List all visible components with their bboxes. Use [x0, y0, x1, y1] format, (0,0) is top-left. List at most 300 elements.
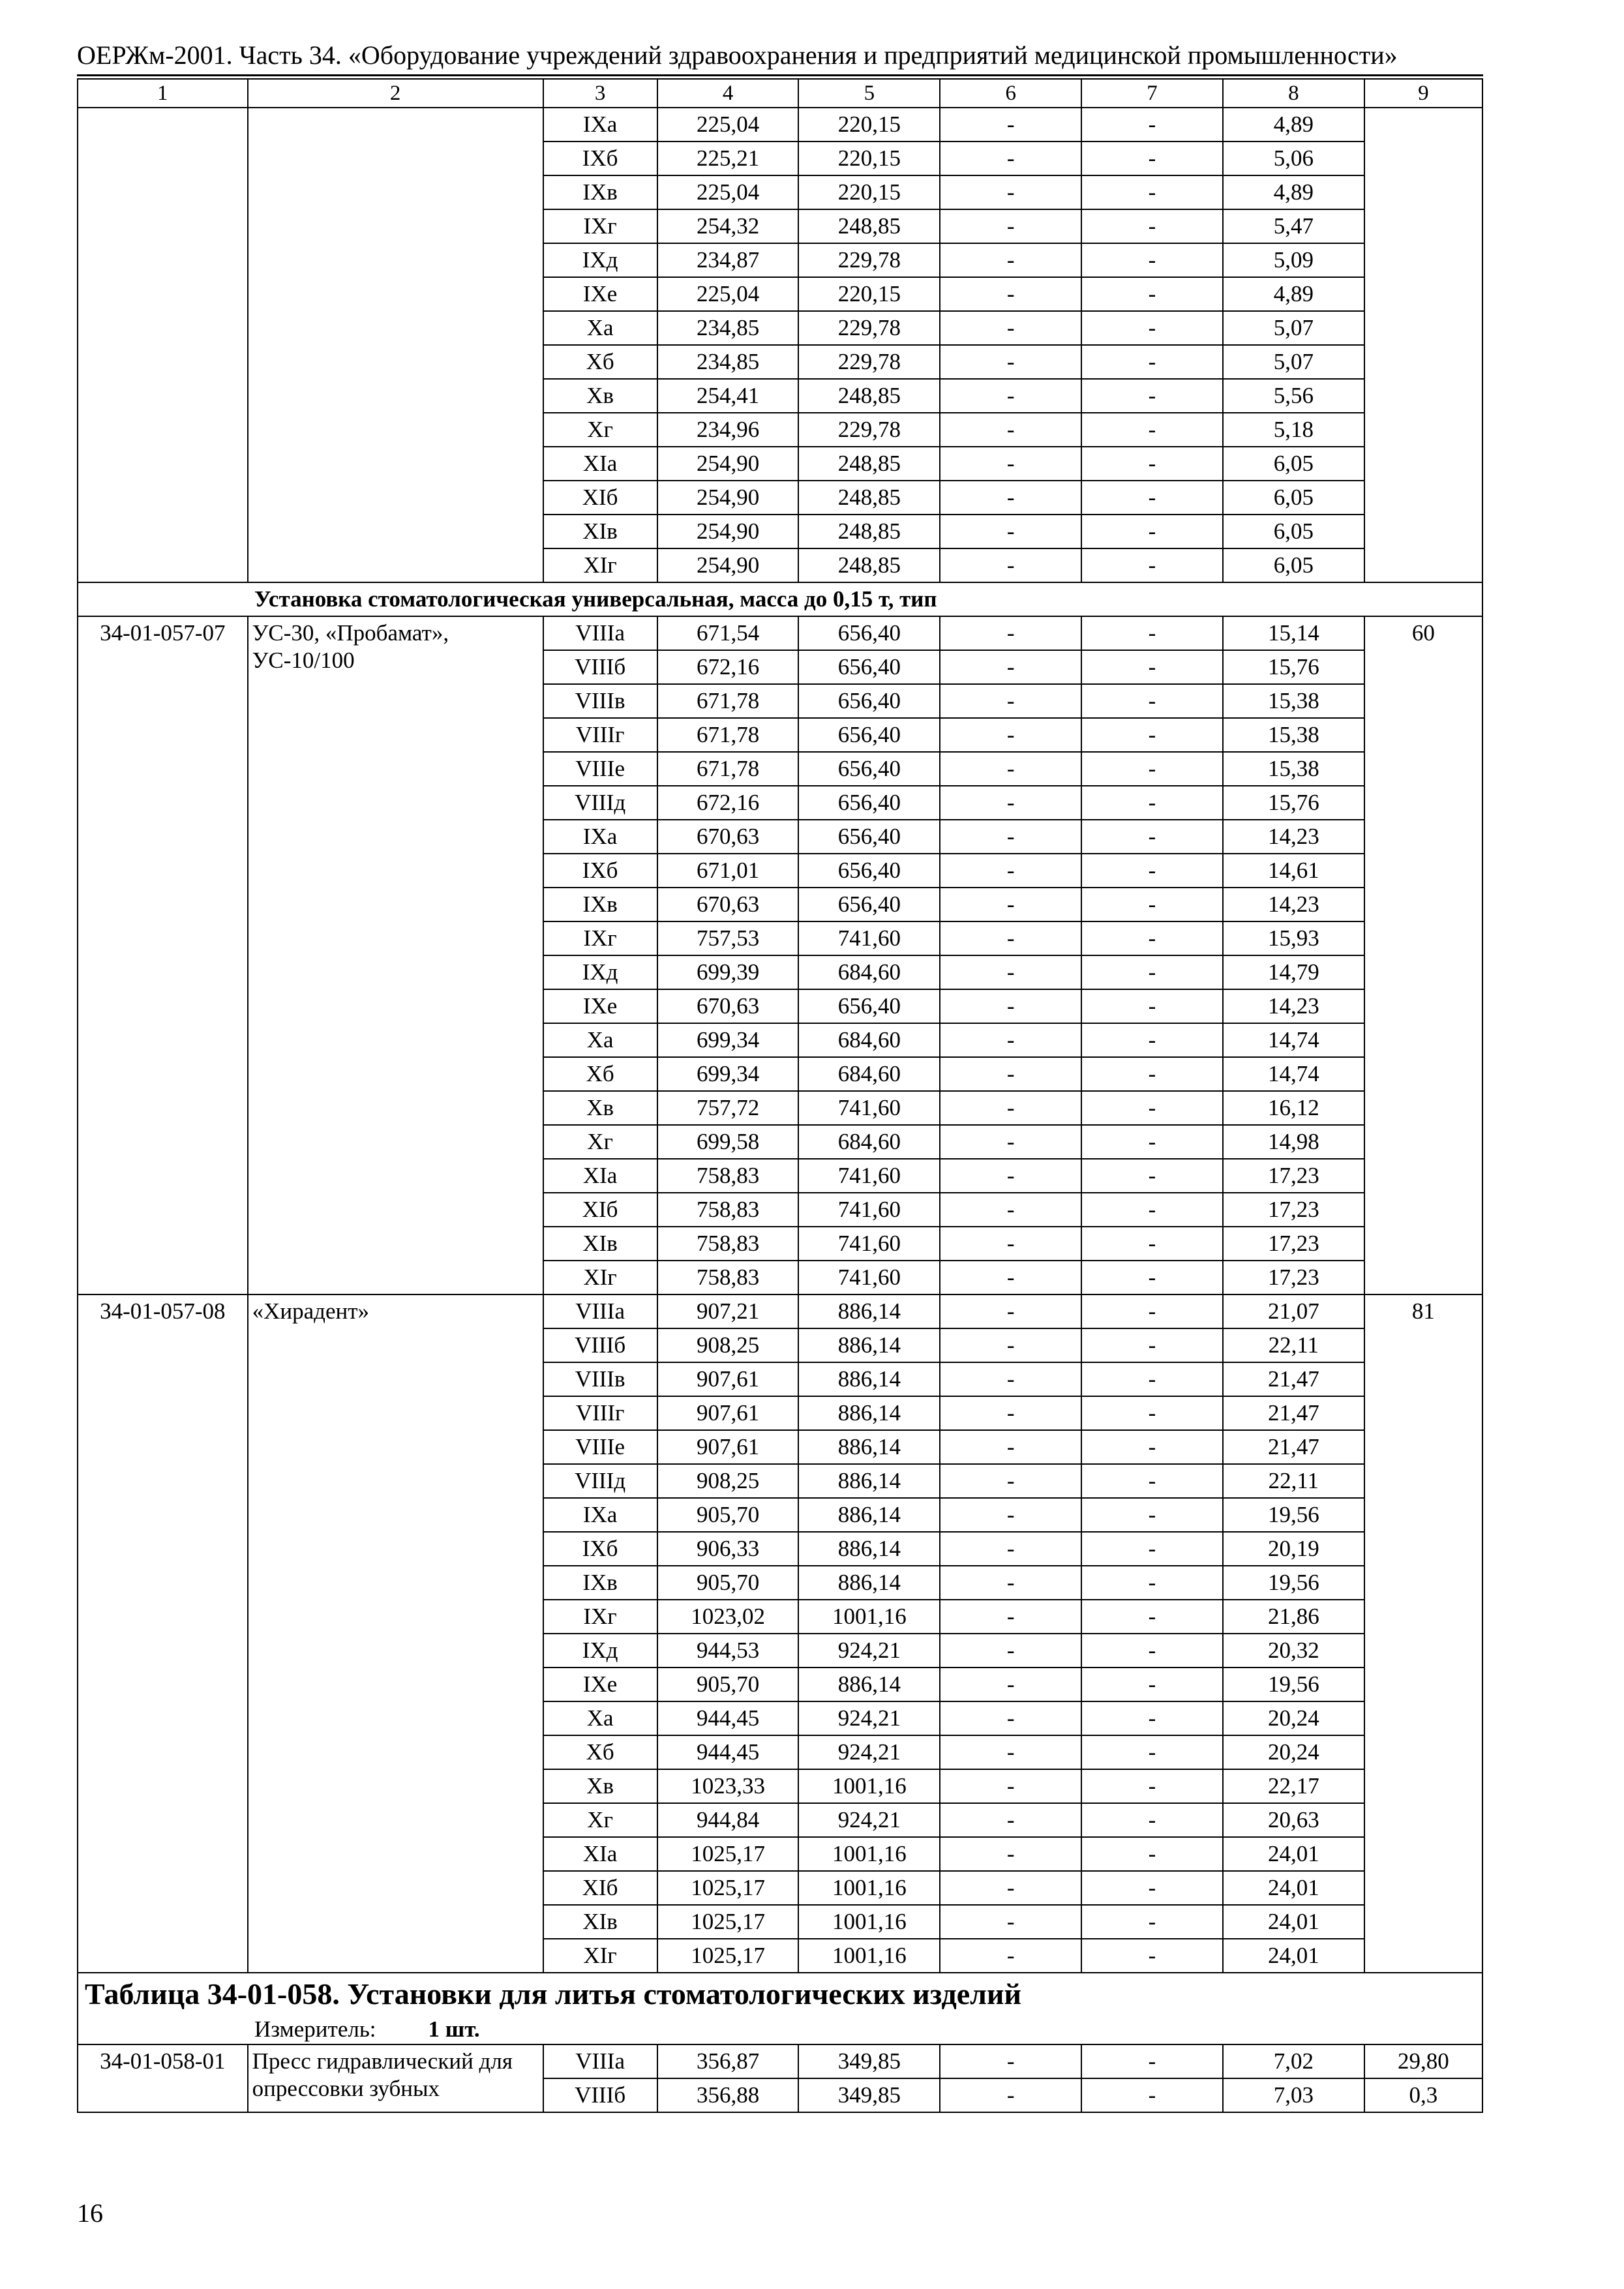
value-cell: 1001,16	[798, 1600, 940, 1634]
value-cell: 684,60	[798, 1125, 940, 1159]
value-cell: 741,60	[798, 1227, 940, 1261]
value-cell: -	[940, 820, 1081, 854]
value-cell: 14,23	[1223, 989, 1364, 1023]
value-cell: XIа	[543, 1837, 657, 1871]
value-cell: -	[1081, 1159, 1223, 1193]
value-cell: -	[1081, 1668, 1223, 1701]
value-cell: 20,19	[1223, 1532, 1364, 1566]
value-cell: 17,23	[1223, 1261, 1364, 1294]
value-cell: -	[940, 311, 1081, 345]
value-cell: IXа	[543, 108, 657, 142]
value-cell: -	[1081, 2044, 1223, 2078]
value-cell: -	[940, 1498, 1081, 1532]
value-cell: 5,09	[1223, 243, 1364, 277]
value-cell: 907,21	[657, 1294, 799, 1328]
value-cell: 741,60	[798, 1193, 940, 1227]
value-cell: VIIIа	[543, 616, 657, 650]
value-cell: 656,40	[798, 786, 940, 820]
measure-label: Измеритель:	[254, 2016, 376, 2042]
value-cell: 886,14	[798, 1430, 940, 1464]
value-cell: 20,32	[1223, 1634, 1364, 1668]
value-cell: 14,79	[1223, 955, 1364, 989]
value-cell: 19,56	[1223, 1668, 1364, 1701]
value-cell: 20,24	[1223, 1701, 1364, 1735]
value-cell: 4,89	[1223, 277, 1364, 311]
value-cell: -	[1081, 650, 1223, 684]
value-cell: 924,21	[798, 1701, 940, 1735]
column-number: 5	[798, 79, 940, 108]
value-cell: VIIIд	[543, 1464, 657, 1498]
value-cell: 21,47	[1223, 1430, 1364, 1464]
value-cell: -	[940, 650, 1081, 684]
page-header: ОЕРЖм-2001. Часть 34. «Оборудование учреждений здравоохранения и предприятий медицинской промышленности»	[77, 40, 1398, 70]
value-cell: IXг	[543, 1600, 657, 1634]
col9-cell	[1364, 108, 1482, 582]
value-cell: 21,07	[1223, 1294, 1364, 1328]
value-cell: 254,90	[657, 447, 799, 481]
value-cell: 5,56	[1223, 379, 1364, 413]
value-cell: -	[940, 718, 1081, 752]
value-cell: -	[1081, 1023, 1223, 1057]
value-cell: 7,02	[1223, 2044, 1364, 2078]
value-cell: -	[940, 447, 1081, 481]
value-cell: 656,40	[798, 684, 940, 718]
value-cell: XIв	[543, 515, 657, 548]
measure-value: 1 шт.	[428, 2016, 480, 2042]
value-cell: -	[1081, 1091, 1223, 1125]
value-cell: 14,74	[1223, 1057, 1364, 1091]
value-cell: 29,80	[1364, 2044, 1482, 2078]
value-cell: -	[940, 2078, 1081, 2112]
value-cell: -	[940, 854, 1081, 888]
value-cell: 886,14	[798, 1498, 940, 1532]
value-cell: -	[1081, 413, 1223, 447]
value-cell: -	[940, 1396, 1081, 1430]
value-cell: 4,89	[1223, 175, 1364, 209]
value-cell: -	[1081, 888, 1223, 921]
value-cell: 671,78	[657, 752, 799, 786]
value-cell: 356,87	[657, 2044, 799, 2078]
value-cell: 907,61	[657, 1396, 799, 1430]
item-code: 34-01-057-08	[78, 1294, 248, 1973]
value-cell: -	[940, 1600, 1081, 1634]
value-cell: -	[940, 108, 1081, 142]
value-cell: 684,60	[798, 1057, 940, 1091]
value-cell: Xб	[543, 345, 657, 379]
value-cell: IXд	[543, 955, 657, 989]
value-cell: -	[1081, 1125, 1223, 1159]
value-cell: 220,15	[798, 277, 940, 311]
value-cell: 699,34	[657, 1023, 799, 1057]
value-cell: 248,85	[798, 481, 940, 515]
value-cell: 656,40	[798, 989, 940, 1023]
value-cell: -	[1081, 1328, 1223, 1362]
value-cell: 671,78	[657, 718, 799, 752]
value-cell: 24,01	[1223, 1939, 1364, 1973]
value-cell: -	[1081, 1600, 1223, 1634]
value-cell: 254,90	[657, 515, 799, 548]
value-cell: 741,60	[798, 1261, 940, 1294]
table-title: Таблица 34-01-058. Установки для литья стоматологических изделий	[78, 1973, 1482, 2015]
value-cell: -	[940, 684, 1081, 718]
value-cell: -	[940, 1227, 1081, 1261]
value-cell: IXб	[543, 1532, 657, 1566]
value-cell: -	[1081, 616, 1223, 650]
value-cell: 229,78	[798, 413, 940, 447]
value-cell: -	[1081, 1566, 1223, 1600]
value-cell: 234,85	[657, 345, 799, 379]
value-cell: 21,47	[1223, 1362, 1364, 1396]
value-cell: 1001,16	[798, 1871, 940, 1905]
value-cell: VIIIг	[543, 1396, 657, 1430]
value-cell: -	[940, 1464, 1081, 1498]
item-name: УС-30, «Пробамат», УС-10/100	[248, 616, 543, 1294]
value-cell: 886,14	[798, 1362, 940, 1396]
value-cell: -	[1081, 175, 1223, 209]
value-cell: 6,05	[1223, 481, 1364, 515]
value-cell: -	[940, 1668, 1081, 1701]
value-cell: 908,25	[657, 1328, 799, 1362]
value-cell: -	[940, 1125, 1081, 1159]
value-cell: 656,40	[798, 752, 940, 786]
value-cell: -	[940, 2044, 1081, 2078]
value-cell: -	[1081, 921, 1223, 955]
value-cell: 225,04	[657, 175, 799, 209]
section-heading: Установка стоматологическая универсальная, масса до 0,15 т, тип	[78, 582, 1482, 616]
value-cell: -	[1081, 1735, 1223, 1769]
value-cell: -	[940, 1532, 1081, 1566]
value-cell: 699,39	[657, 955, 799, 989]
value-cell: 758,83	[657, 1193, 799, 1227]
value-cell: -	[940, 1091, 1081, 1125]
value-cell: -	[940, 1430, 1081, 1464]
value-cell: 24,01	[1223, 1905, 1364, 1939]
value-cell: 14,23	[1223, 888, 1364, 921]
value-cell: -	[1081, 1939, 1223, 1973]
value-cell: XIа	[543, 1159, 657, 1193]
value-cell: 1023,33	[657, 1769, 799, 1803]
value-cell: VIIIа	[543, 1294, 657, 1328]
column-number: 6	[940, 79, 1081, 108]
value-cell: -	[1081, 1464, 1223, 1498]
value-cell: -	[1081, 718, 1223, 752]
value-cell: IXе	[543, 1668, 657, 1701]
value-cell: 656,40	[798, 820, 940, 854]
value-cell: 0,3	[1364, 2078, 1482, 2112]
value-cell: Xв	[543, 379, 657, 413]
value-cell: 1023,02	[657, 1600, 799, 1634]
value-cell: -	[1081, 1634, 1223, 1668]
value-cell: 24,01	[1223, 1837, 1364, 1871]
value-cell: -	[1081, 345, 1223, 379]
value-cell: -	[940, 1159, 1081, 1193]
value-cell: 15,76	[1223, 786, 1364, 820]
value-cell: -	[940, 379, 1081, 413]
value-cell: 254,90	[657, 481, 799, 515]
value-cell: -	[1081, 209, 1223, 243]
value-cell: 254,32	[657, 209, 799, 243]
table-row	[78, 616, 1482, 650]
value-cell: 699,58	[657, 1125, 799, 1159]
value-cell: 7,03	[1223, 2078, 1364, 2112]
value-cell: 229,78	[798, 243, 940, 277]
item-code: 34-01-057-07	[78, 616, 248, 1294]
value-cell: -	[1081, 1057, 1223, 1091]
value-cell: -	[1081, 1261, 1223, 1294]
value-cell: 15,38	[1223, 718, 1364, 752]
value-cell: VIIIа	[543, 2044, 657, 2078]
value-cell: XIв	[543, 1905, 657, 1939]
value-cell: -	[1081, 1532, 1223, 1566]
value-cell: -	[940, 1261, 1081, 1294]
value-cell: IXв	[543, 888, 657, 921]
value-cell: 924,21	[798, 1634, 940, 1668]
value-cell: -	[940, 1328, 1081, 1362]
value-cell: 234,96	[657, 413, 799, 447]
value-cell: -	[1081, 142, 1223, 175]
value-cell: 14,23	[1223, 820, 1364, 854]
value-cell: 907,61	[657, 1430, 799, 1464]
value-cell: 248,85	[798, 447, 940, 481]
value-cell: Xа	[543, 1701, 657, 1735]
value-cell: 14,61	[1223, 854, 1364, 888]
value-cell: 20,24	[1223, 1735, 1364, 1769]
value-cell: 254,90	[657, 548, 799, 582]
value-cell: -	[1081, 548, 1223, 582]
value-cell: 944,84	[657, 1803, 799, 1837]
value-cell: 656,40	[798, 718, 940, 752]
value-cell: -	[940, 786, 1081, 820]
value-cell: Xб	[543, 1057, 657, 1091]
value-cell: -	[1081, 1837, 1223, 1871]
value-cell: VIIIв	[543, 1362, 657, 1396]
value-cell: -	[940, 277, 1081, 311]
value-cell: -	[940, 1803, 1081, 1837]
value-cell: XIв	[543, 1227, 657, 1261]
value-cell: 21,47	[1223, 1396, 1364, 1430]
value-cell: 15,14	[1223, 616, 1364, 650]
value-cell: 21,86	[1223, 1600, 1364, 1634]
value-cell: 220,15	[798, 175, 940, 209]
value-cell: 22,17	[1223, 1769, 1364, 1803]
value-cell: 886,14	[798, 1532, 940, 1566]
value-cell: 1025,17	[657, 1905, 799, 1939]
header-rule	[77, 74, 1483, 76]
value-cell: -	[940, 1566, 1081, 1600]
value-cell: IXб	[543, 854, 657, 888]
value-cell: Xг	[543, 413, 657, 447]
value-cell: 670,63	[657, 989, 799, 1023]
value-cell: XIг	[543, 1939, 657, 1973]
value-cell: 248,85	[798, 209, 940, 243]
value-cell: -	[1081, 1769, 1223, 1803]
value-cell: 758,83	[657, 1227, 799, 1261]
value-cell: 741,60	[798, 921, 940, 955]
value-cell: -	[1081, 1430, 1223, 1464]
value-cell: 906,33	[657, 1532, 799, 1566]
measure-row	[78, 2015, 1482, 2044]
value-cell: -	[1081, 277, 1223, 311]
column-number: 9	[1364, 79, 1482, 108]
value-cell: -	[940, 209, 1081, 243]
item-name: «Хирадент»	[248, 1294, 543, 1973]
value-cell: -	[940, 142, 1081, 175]
value-cell: 22,11	[1223, 1464, 1364, 1498]
value-cell: -	[1081, 1701, 1223, 1735]
value-cell: 671,78	[657, 684, 799, 718]
value-cell: IXа	[543, 1498, 657, 1532]
value-cell: 356,88	[657, 2078, 799, 2112]
value-cell: VIIIг	[543, 718, 657, 752]
value-cell: -	[940, 1057, 1081, 1091]
value-cell: 14,98	[1223, 1125, 1364, 1159]
value-cell: Xа	[543, 1023, 657, 1057]
value-cell: 741,60	[798, 1159, 940, 1193]
value-cell: 5,06	[1223, 142, 1364, 175]
table-row	[78, 108, 1482, 142]
value-cell: -	[940, 413, 1081, 447]
value-cell: 886,14	[798, 1668, 940, 1701]
value-cell: -	[1081, 1362, 1223, 1396]
value-cell: 6,05	[1223, 548, 1364, 582]
value-cell: -	[1081, 108, 1223, 142]
value-cell: 758,83	[657, 1261, 799, 1294]
value-cell: 886,14	[798, 1566, 940, 1600]
value-cell: IXе	[543, 989, 657, 1023]
value-cell: 5,07	[1223, 345, 1364, 379]
value-cell: 944,45	[657, 1701, 799, 1735]
value-cell: -	[1081, 1294, 1223, 1328]
value-cell: 4,89	[1223, 108, 1364, 142]
value-cell: Xб	[543, 1735, 657, 1769]
value-cell: -	[940, 921, 1081, 955]
value-cell: 671,54	[657, 616, 799, 650]
value-cell: -	[1081, 786, 1223, 820]
value-cell: 924,21	[798, 1803, 940, 1837]
value-cell: 672,16	[657, 786, 799, 820]
value-cell: 248,85	[798, 515, 940, 548]
value-cell: -	[940, 175, 1081, 209]
value-cell: 1025,17	[657, 1871, 799, 1905]
value-cell: XIг	[543, 1261, 657, 1294]
value-cell: -	[940, 1701, 1081, 1735]
value-cell: 758,83	[657, 1159, 799, 1193]
value-cell: 6,05	[1223, 515, 1364, 548]
value-cell: 19,56	[1223, 1566, 1364, 1600]
value-cell: 1001,16	[798, 1905, 940, 1939]
value-cell: -	[940, 1193, 1081, 1227]
value-cell: 254,41	[657, 379, 799, 413]
column-number: 8	[1223, 79, 1364, 108]
value-cell: 886,14	[798, 1294, 940, 1328]
value-cell: 15,76	[1223, 650, 1364, 684]
value-cell: 656,40	[798, 888, 940, 921]
value-cell: 670,63	[657, 820, 799, 854]
value-cell: 886,14	[798, 1464, 940, 1498]
value-cell: 1001,16	[798, 1939, 940, 1973]
value-cell: 672,16	[657, 650, 799, 684]
title-row	[78, 1973, 1482, 2015]
value-cell: -	[940, 515, 1081, 548]
value-cell: 905,70	[657, 1566, 799, 1600]
value-cell: -	[940, 1634, 1081, 1668]
value-cell: 17,23	[1223, 1193, 1364, 1227]
section-row	[78, 582, 1482, 616]
value-cell: 656,40	[798, 650, 940, 684]
value-cell: -	[1081, 515, 1223, 548]
value-cell: 670,63	[657, 888, 799, 921]
value-cell: 684,60	[798, 955, 940, 989]
page-number: 16	[77, 2198, 103, 2228]
value-cell: IXв	[543, 175, 657, 209]
value-cell: -	[1081, 684, 1223, 718]
value-cell: -	[1081, 955, 1223, 989]
value-cell: -	[940, 616, 1081, 650]
value-cell: IXв	[543, 1566, 657, 1600]
value-cell: 248,85	[798, 548, 940, 582]
value-cell: -	[1081, 2078, 1223, 2112]
value-cell: 234,85	[657, 311, 799, 345]
value-cell: -	[940, 752, 1081, 786]
value-cell: 6,05	[1223, 447, 1364, 481]
value-cell: VIIIе	[543, 1430, 657, 1464]
value-cell: -	[1081, 243, 1223, 277]
column-number: 3	[543, 79, 657, 108]
value-cell: 229,78	[798, 345, 940, 379]
value-cell: -	[940, 1871, 1081, 1905]
value-cell: IXг	[543, 209, 657, 243]
value-cell: 15,38	[1223, 684, 1364, 718]
value-cell: IXг	[543, 921, 657, 955]
value-cell: 349,85	[798, 2044, 940, 2078]
value-cell: 1001,16	[798, 1769, 940, 1803]
value-cell: Xв	[543, 1091, 657, 1125]
value-cell: VIIIд	[543, 786, 657, 820]
value-cell: 5,07	[1223, 311, 1364, 345]
value-cell: 220,15	[798, 142, 940, 175]
value-cell: -	[940, 989, 1081, 1023]
value-cell: 225,04	[657, 108, 799, 142]
value-cell: -	[1081, 854, 1223, 888]
value-cell: 656,40	[798, 616, 940, 650]
value-cell: 225,21	[657, 142, 799, 175]
value-cell: XIб	[543, 1871, 657, 1905]
value-cell: VIIIв	[543, 684, 657, 718]
value-cell: Xг	[543, 1803, 657, 1837]
value-cell: -	[1081, 1803, 1223, 1837]
value-cell: -	[1081, 1193, 1223, 1227]
value-cell: -	[940, 1294, 1081, 1328]
value-cell: 16,12	[1223, 1091, 1364, 1125]
value-cell: -	[940, 1769, 1081, 1803]
value-cell: 886,14	[798, 1396, 940, 1430]
value-cell: 17,23	[1223, 1227, 1364, 1261]
value-cell: -	[940, 481, 1081, 515]
value-cell: 656,40	[798, 854, 940, 888]
value-cell: -	[1081, 1227, 1223, 1261]
value-cell: 220,15	[798, 108, 940, 142]
value-cell: Xв	[543, 1769, 657, 1803]
value-cell: 1025,17	[657, 1939, 799, 1973]
value-cell: VIIIб	[543, 650, 657, 684]
value-cell: 5,18	[1223, 413, 1364, 447]
value-cell: 1001,16	[798, 1837, 940, 1871]
value-cell: IXа	[543, 820, 657, 854]
value-cell: 20,63	[1223, 1803, 1364, 1837]
column-number: 1	[78, 79, 248, 108]
value-cell: 15,93	[1223, 921, 1364, 955]
value-cell: IXе	[543, 277, 657, 311]
